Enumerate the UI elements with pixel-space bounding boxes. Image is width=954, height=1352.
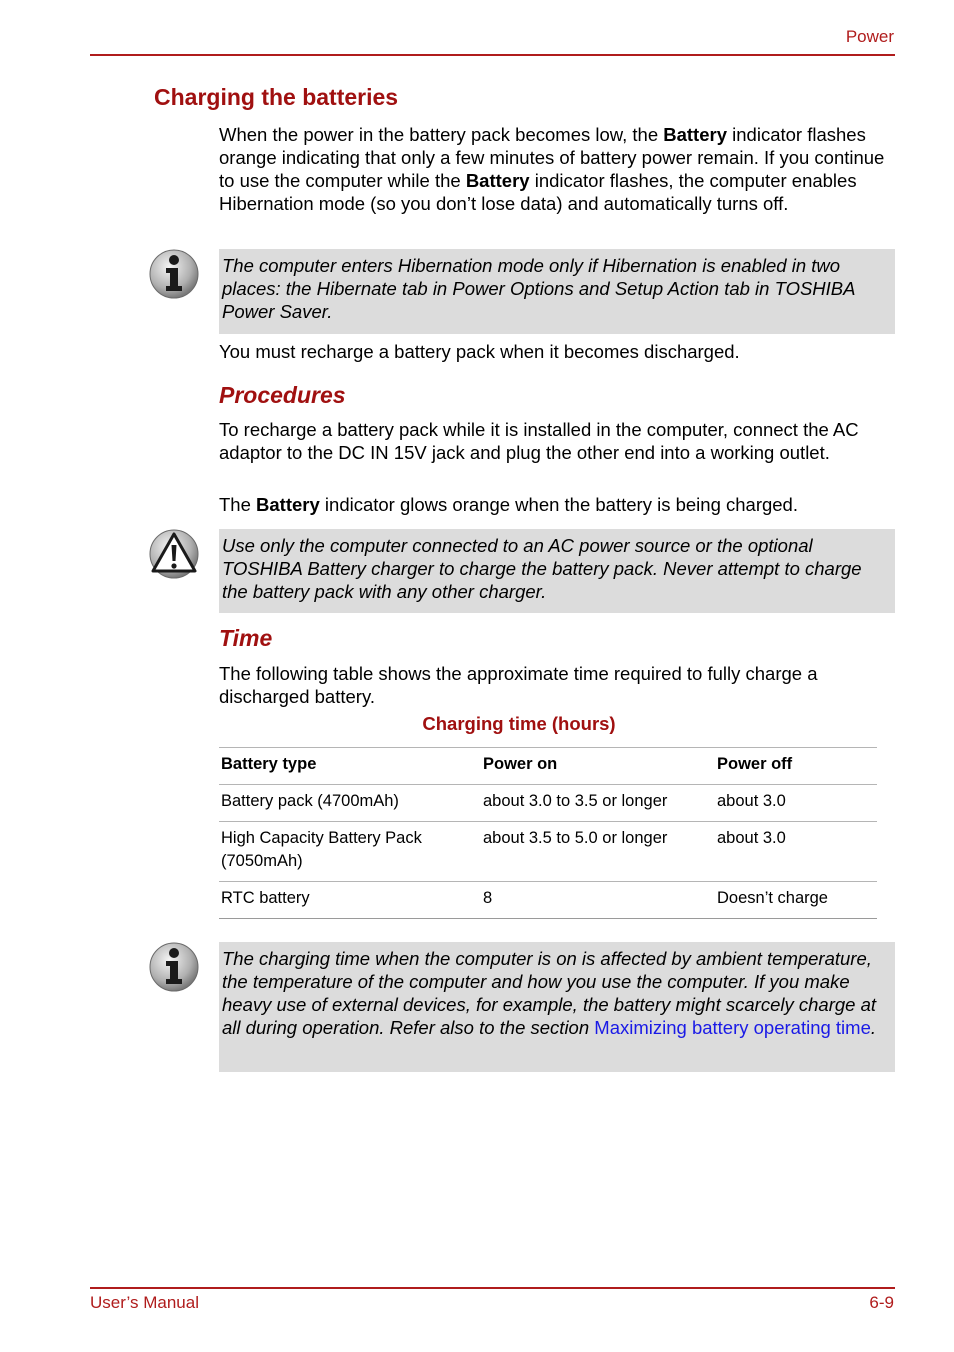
charging-time-note — [219, 942, 895, 1072]
table-cell: about 3.5 to 5.0 or longer — [481, 822, 715, 882]
table-row — [219, 822, 877, 882]
section-title-procedures: Procedures — [219, 382, 346, 408]
charging-time-note-text: The charging time when the computer is on is affected by ambient temperature, the temperature of the computer and how you use the computer. If you make heavy use of external devices, for example, the battery might scarcely charge at all during operation. Refer also to the section — [222, 948, 876, 1038]
header-battery-type: Battery type — [219, 748, 481, 785]
text-run: indicator flashes, the computer enables Hibernation mode (so you don’t lose data) and automatically turns off. — [219, 170, 857, 214]
maximizing-battery-link[interactable]: Maximizing battery operating time — [594, 1017, 871, 1038]
table-caption: Charging time (hours) — [422, 713, 616, 734]
recharge-paragraph: You must recharge a battery pack when it becomes discharged. — [219, 341, 740, 362]
table-cell: about 3.0 — [715, 822, 877, 882]
header-power-on: Power on — [481, 748, 715, 785]
time-paragraph: The following table shows the approximate time required to fully charge a discharged battery. — [219, 663, 818, 707]
footer-rule — [90, 1287, 895, 1289]
footer-page-number: 6-9 — [869, 1293, 894, 1312]
warning-icon — [148, 528, 200, 580]
text-run: indicator flashes orange indicating that only a few minutes of battery power remain. If you continue to use the computer while the — [219, 124, 885, 191]
bold-term: Battery — [465, 170, 530, 191]
header-power-off: Power off — [715, 748, 877, 785]
table-row — [219, 882, 877, 919]
table-cell: Doesn’t charge — [715, 882, 877, 919]
hibernation-note — [219, 249, 895, 334]
table-cell: about 3.0 — [715, 785, 877, 822]
section-title-charging: Charging the batteries — [154, 84, 399, 110]
bold-term: Battery — [663, 124, 727, 145]
header-rule — [90, 54, 895, 56]
bold-term: Battery — [256, 494, 320, 515]
table-cell: RTC battery — [219, 882, 481, 919]
text-run: When the power in the battery pack becomes low, the — [219, 124, 664, 145]
charger-caution-text: Use only the computer connected to an AC power source or the optional TOSHIBA Battery charger to charge the battery pack. Never attempt to charge the battery pack with any other charger. — [222, 535, 862, 602]
hibernation-note-text: The computer enters Hibernation mode only if Hibernation is enabled in two places: the Hibernate tab in Power Options and Setup Action tab in TOSHIBA Power Saver. — [222, 255, 855, 322]
section-title-time: Time — [219, 625, 273, 651]
table-cell: 8 — [481, 882, 715, 919]
table-cell: about 3.0 to 3.5 or longer — [481, 785, 715, 822]
battery-indicator-paragraph — [219, 493, 899, 516]
charger-caution-note — [219, 529, 895, 613]
table-row — [219, 785, 877, 822]
procedures-paragraph: To recharge a battery pack while it is installed in the computer, connect the AC adaptor to the DC IN 15V jack and plug the other end into a working outlet. — [219, 419, 859, 463]
header-section-label: Power — [845, 27, 894, 46]
note-end-punctuation: . — [870, 1017, 877, 1038]
table-cell: Battery pack (4700mAh) — [219, 785, 481, 822]
table-cell: High Capacity Battery Pack (7050mAh) — [219, 822, 481, 882]
charging-intro-paragraph — [219, 123, 899, 215]
charging-time-table — [219, 747, 877, 919]
table-header-row — [219, 748, 877, 785]
info-icon — [148, 941, 200, 993]
text-run: indicator glows orange when the battery is being charged. — [319, 494, 798, 515]
text-run: The — [219, 494, 257, 515]
footer-manual-label: User’s Manual — [90, 1293, 199, 1312]
info-icon — [148, 248, 200, 300]
